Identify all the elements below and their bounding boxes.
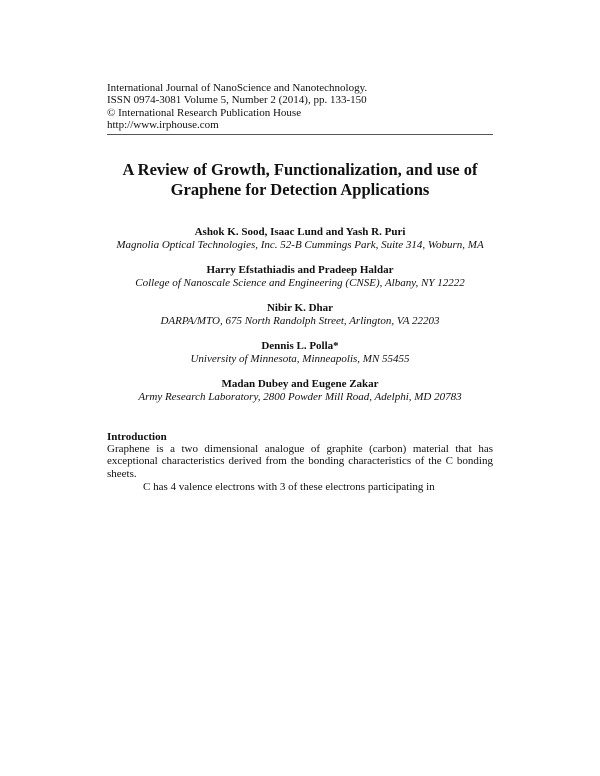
body-paragraph: C has 4 valence electrons with 3 of these electrons participating in xyxy=(143,481,435,493)
author-group-4 xyxy=(60,340,540,366)
journal-header xyxy=(107,82,437,132)
author-affiliation: College of Nanoscale Science and Engineering (CNSE), Albany, NY 12222 xyxy=(135,277,465,289)
author-names: Ashok K. Sood, Isaac Lund and Yash R. Puri xyxy=(194,226,406,238)
journal-name: International Journal of NanoScience and Nanotechnology. xyxy=(107,82,368,94)
section-heading-introduction: Introduction xyxy=(107,431,167,443)
paper-title xyxy=(100,160,500,200)
author-group-1 xyxy=(60,226,540,252)
journal-publisher: © International Research Publication House xyxy=(107,106,302,119)
author-affiliation: DARPA/MTO, 675 North Randolph Street, Arlington, VA 22203 xyxy=(160,315,440,327)
header-divider xyxy=(107,134,493,135)
paper-title-line-2: Graphene for Detection Applications xyxy=(170,180,430,199)
author-names: Nibir K. Dhar xyxy=(266,302,334,314)
journal-issn: ISSN 0974-3081 Volume 5, Number 2 (2014), pp. 133-150 xyxy=(107,94,367,107)
author-group-2 xyxy=(60,264,540,290)
author-names: Dennis L. Polla* xyxy=(261,340,339,352)
journal-url[interactable]: http://www.irphouse.com xyxy=(107,119,219,132)
author-affiliation: Magnolia Optical Technologies, Inc. 52-B Cummings Park, Suite 314, Woburn, MA xyxy=(116,239,484,251)
author-affiliation: Army Research Laboratory, 2800 Powder Mill Road, Adelphi, MD 20783 xyxy=(138,391,462,403)
author-group-3 xyxy=(60,302,540,328)
intro-paragraph: Graphene is a two dimensional analogue of graphite (carbon) material that has exceptional characteristics derived from the bonding characteristics of the C bonding sheets. xyxy=(107,443,493,480)
author-names: Madan Dubey and Eugene Zakar xyxy=(221,378,379,390)
paper-title-line-1: A Review of Growth, Functionalization, and use of xyxy=(122,160,478,179)
author-affiliation: University of Minnesota, Minneapolis, MN 55455 xyxy=(190,353,410,365)
author-names: Harry Efstathiadis and Pradeep Haldar xyxy=(206,264,394,276)
author-group-5 xyxy=(60,378,540,404)
